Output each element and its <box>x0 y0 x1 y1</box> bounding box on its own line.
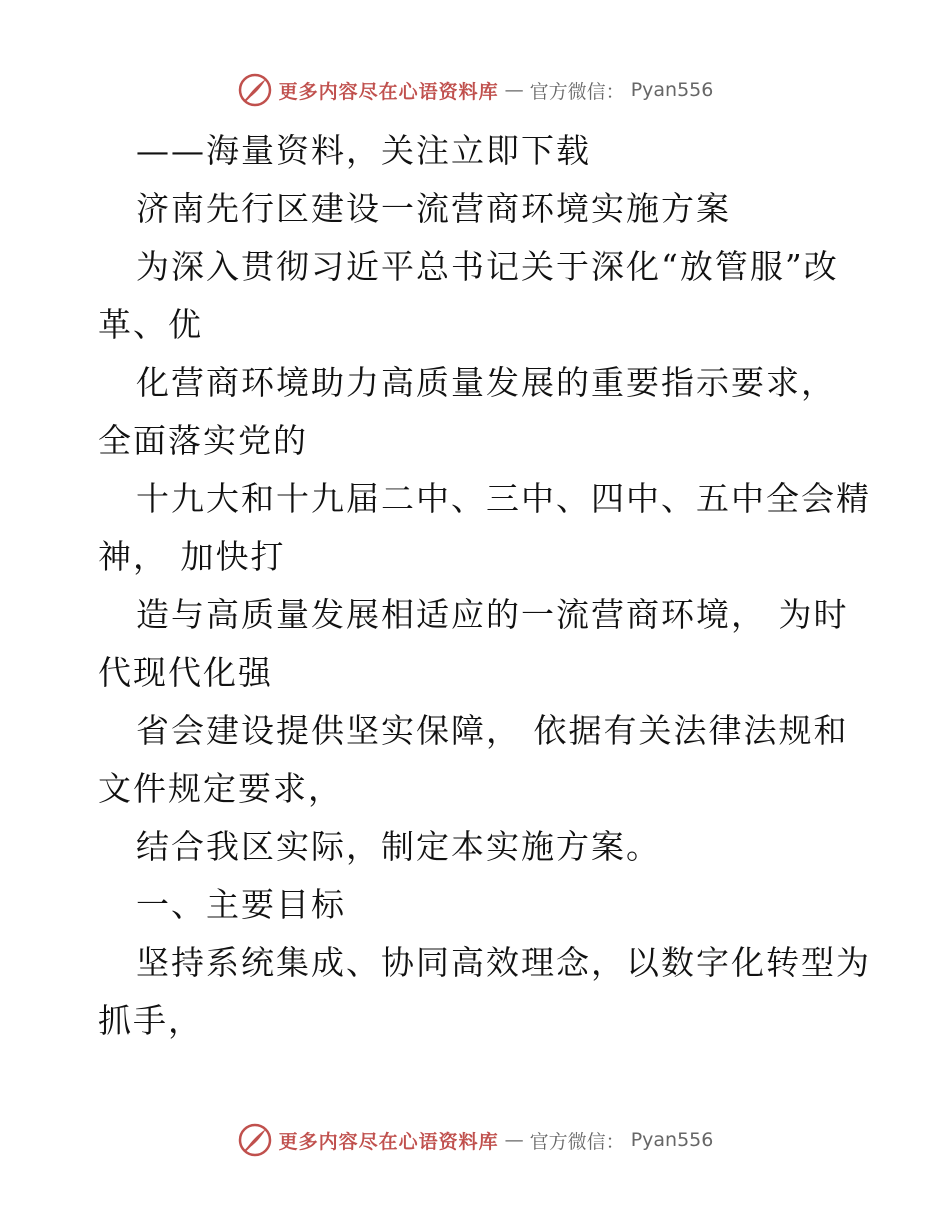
text-line: 抓手， <box>98 1001 203 1040</box>
quill-logo-icon <box>237 72 273 108</box>
text-line: 化营商环境助力高质量发展的重要指示要求， <box>136 363 836 402</box>
watermark-contact-label: 官方微信： <box>529 1130 625 1153</box>
text-line: 省会建设提供坚实保障， 依据有关法律法规和 <box>136 711 849 750</box>
text-line: 全面落实党的 <box>98 421 308 460</box>
quill-logo-icon <box>237 1122 273 1158</box>
text-line: 坚持系统集成、协同高效理念，以数字化转型为 <box>136 943 871 982</box>
watermark-contact-id: Pyan556 <box>630 1129 714 1151</box>
text-line: 文件规定要求， <box>98 769 343 808</box>
text-line: 神， 加快打 <box>98 537 286 576</box>
document-title: 济南先行区建设一流营商环境实施方案 <box>136 189 731 228</box>
text-line: 十九大和十九届二中、三中、四中、五中全会精 <box>136 479 871 518</box>
watermark-contact-id: Pyan556 <box>630 79 714 101</box>
text-line: 为深入贯彻习近平总书记关于深化“放管服”改 <box>136 247 839 286</box>
document-body <box>98 122 871 1050</box>
watermark-separator: — <box>504 1129 524 1151</box>
watermark-separator: — <box>504 79 524 101</box>
text-line: ——海量资料，关注立即下载 <box>136 131 591 170</box>
text-line: 代现代化强 <box>98 653 273 692</box>
watermark-brand: 更多内容尽在心语资料库 <box>278 80 499 103</box>
text-line: 造与高质量发展相适应的一流营商环境， 为时 <box>136 595 849 634</box>
section-heading: 一、主要目标 <box>136 885 346 924</box>
watermark-brand: 更多内容尽在心语资料库 <box>278 1130 499 1153</box>
text-line: 革、优 <box>98 305 203 344</box>
text-line: 结合我区实际，制定本实施方案。 <box>136 827 661 866</box>
watermark-contact-label: 官方微信： <box>529 80 625 103</box>
footer-watermark <box>0 1118 950 1162</box>
header-watermark <box>0 68 950 112</box>
